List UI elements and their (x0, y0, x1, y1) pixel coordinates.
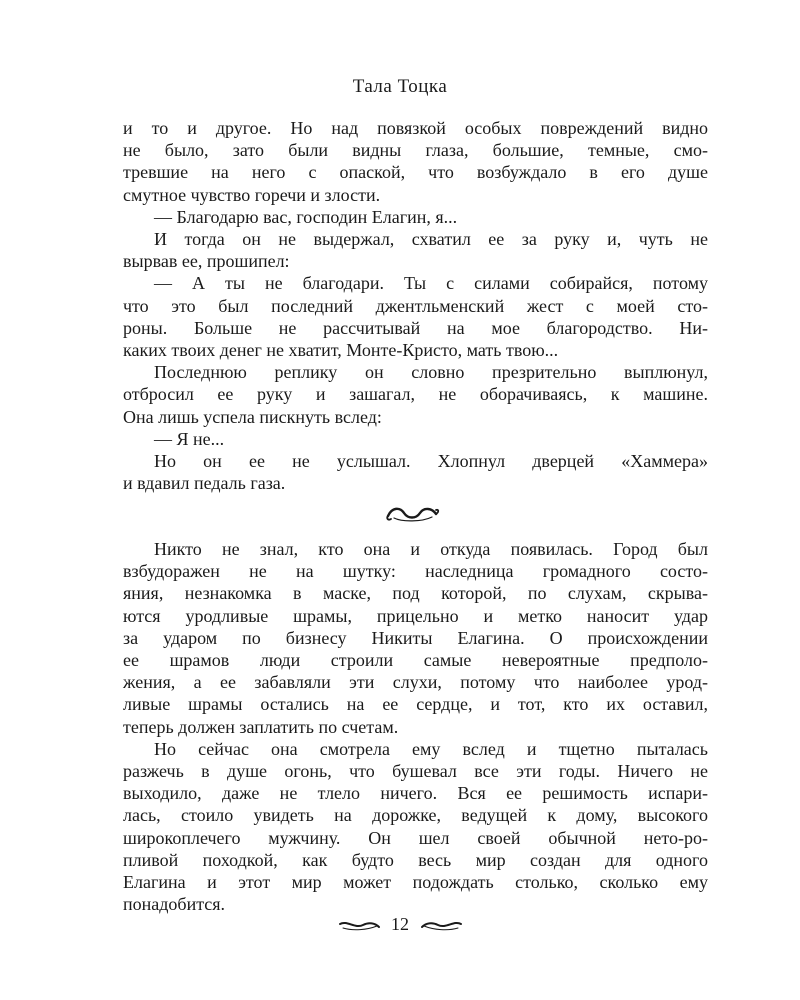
text-section-1 (123, 117, 708, 494)
text-line: — Я не... (154, 428, 225, 449)
text-line: яния, незнакомка в маске, под которой, по слухам, скрыва- (123, 583, 708, 604)
paragraph (123, 738, 708, 916)
text-line: жения, а ее забавляли эти слухи, потому что наиболее урод- (123, 672, 708, 693)
text-line: лась, стоило увидеть на дорожке, ведущей к дому, высокого (123, 805, 708, 826)
paragraph (123, 450, 708, 494)
page-footer (0, 913, 800, 935)
text-line: тревшие на него с опаской, что возбуждало в его душе (123, 162, 708, 183)
text-section-2 (123, 538, 708, 915)
text-line: Но он ее не услышал. Хлопнул дверцей «Хаммера» (154, 451, 708, 472)
text-line: каких твоих денег не хватит, Монте-Кристо, мать твою... (123, 340, 559, 361)
text-line: ются уродливые шрамы, прицельно и метко наносит удар (123, 605, 708, 626)
text-line: роны. Больше не рассчитывай на мое благородство. Ни- (123, 317, 708, 338)
paragraph (123, 228, 708, 272)
text-line: — Благодарю вас, господин Елагин, я... (154, 206, 458, 227)
text-line: и то и другое. Но над повязкой особых повреждений видно (123, 118, 708, 138)
paragraph (123, 538, 708, 738)
text-line: смутное чувство горечи и злости. (123, 184, 381, 205)
text-line: Но сейчас она смотрела ему вслед и тщетно пыталась (154, 738, 708, 759)
right-swash-icon (420, 918, 464, 932)
paragraph (123, 428, 708, 450)
text-line: вырвав ее, прошипел: (123, 251, 290, 272)
text-line: что это был последний джентльменский жест с моей сто- (123, 295, 708, 316)
running-head-author: Тала Тоцка (352, 76, 448, 97)
paragraph (123, 206, 708, 228)
text-line: Елагина и этот мир может подождать столько, сколько ему (123, 872, 708, 893)
text-line: понадобится. (123, 894, 226, 915)
paragraph (123, 117, 708, 206)
text-line: ливые шрамы остались на ее сердце, и тот, кто их оставил, (123, 694, 708, 715)
page-number: 12 (391, 914, 409, 935)
text-line: Никто не знал, кто она и откуда появилась. Город был (154, 539, 708, 559)
text-line: не было, зато были видны глаза, большие, темные, смо- (123, 140, 708, 161)
text-line: широкоплечего мужчину. Он шел своей обычной нето-ро- (123, 827, 708, 848)
text-line: разжечь в душе огонь, что бушевал все эти годы. Ничего не (123, 761, 708, 782)
left-swash-icon (337, 918, 381, 932)
text-line: взбудоражен не на шутку: наследница громадного состо- (123, 561, 708, 582)
text-line: Она лишь успела пискнуть вслед: (123, 406, 382, 427)
text-line: ее шрамов люди строили самые невероятные предполо- (123, 650, 708, 671)
scroll-flourish-icon (382, 503, 442, 525)
text-line: И тогда он не выдержал, схватил ее за руку и, чуть не (154, 229, 708, 250)
text-line: отбросил ее руку и зашагал, не оборачиваясь, к машине. (123, 384, 708, 405)
paragraph (123, 361, 708, 428)
text-line: и вдавил педаль газа. (123, 473, 286, 494)
text-line: — А ты не благодари. Ты с силами собирайся, потому (154, 273, 708, 294)
text-line: за ударом по бизнесу Никиты Елагина. О происхождении (123, 627, 708, 648)
text-line: теперь должен заплатить по счетам. (123, 716, 399, 737)
text-line: Последнюю реплику он словно презрительно выплюнул, (154, 362, 708, 383)
paragraph (123, 272, 708, 361)
text-line: пливой походкой, как будто весь мир создан для одного (123, 849, 708, 870)
text-line: выходило, даже не тлело ничего. Вся ее решимость испари- (123, 783, 708, 804)
